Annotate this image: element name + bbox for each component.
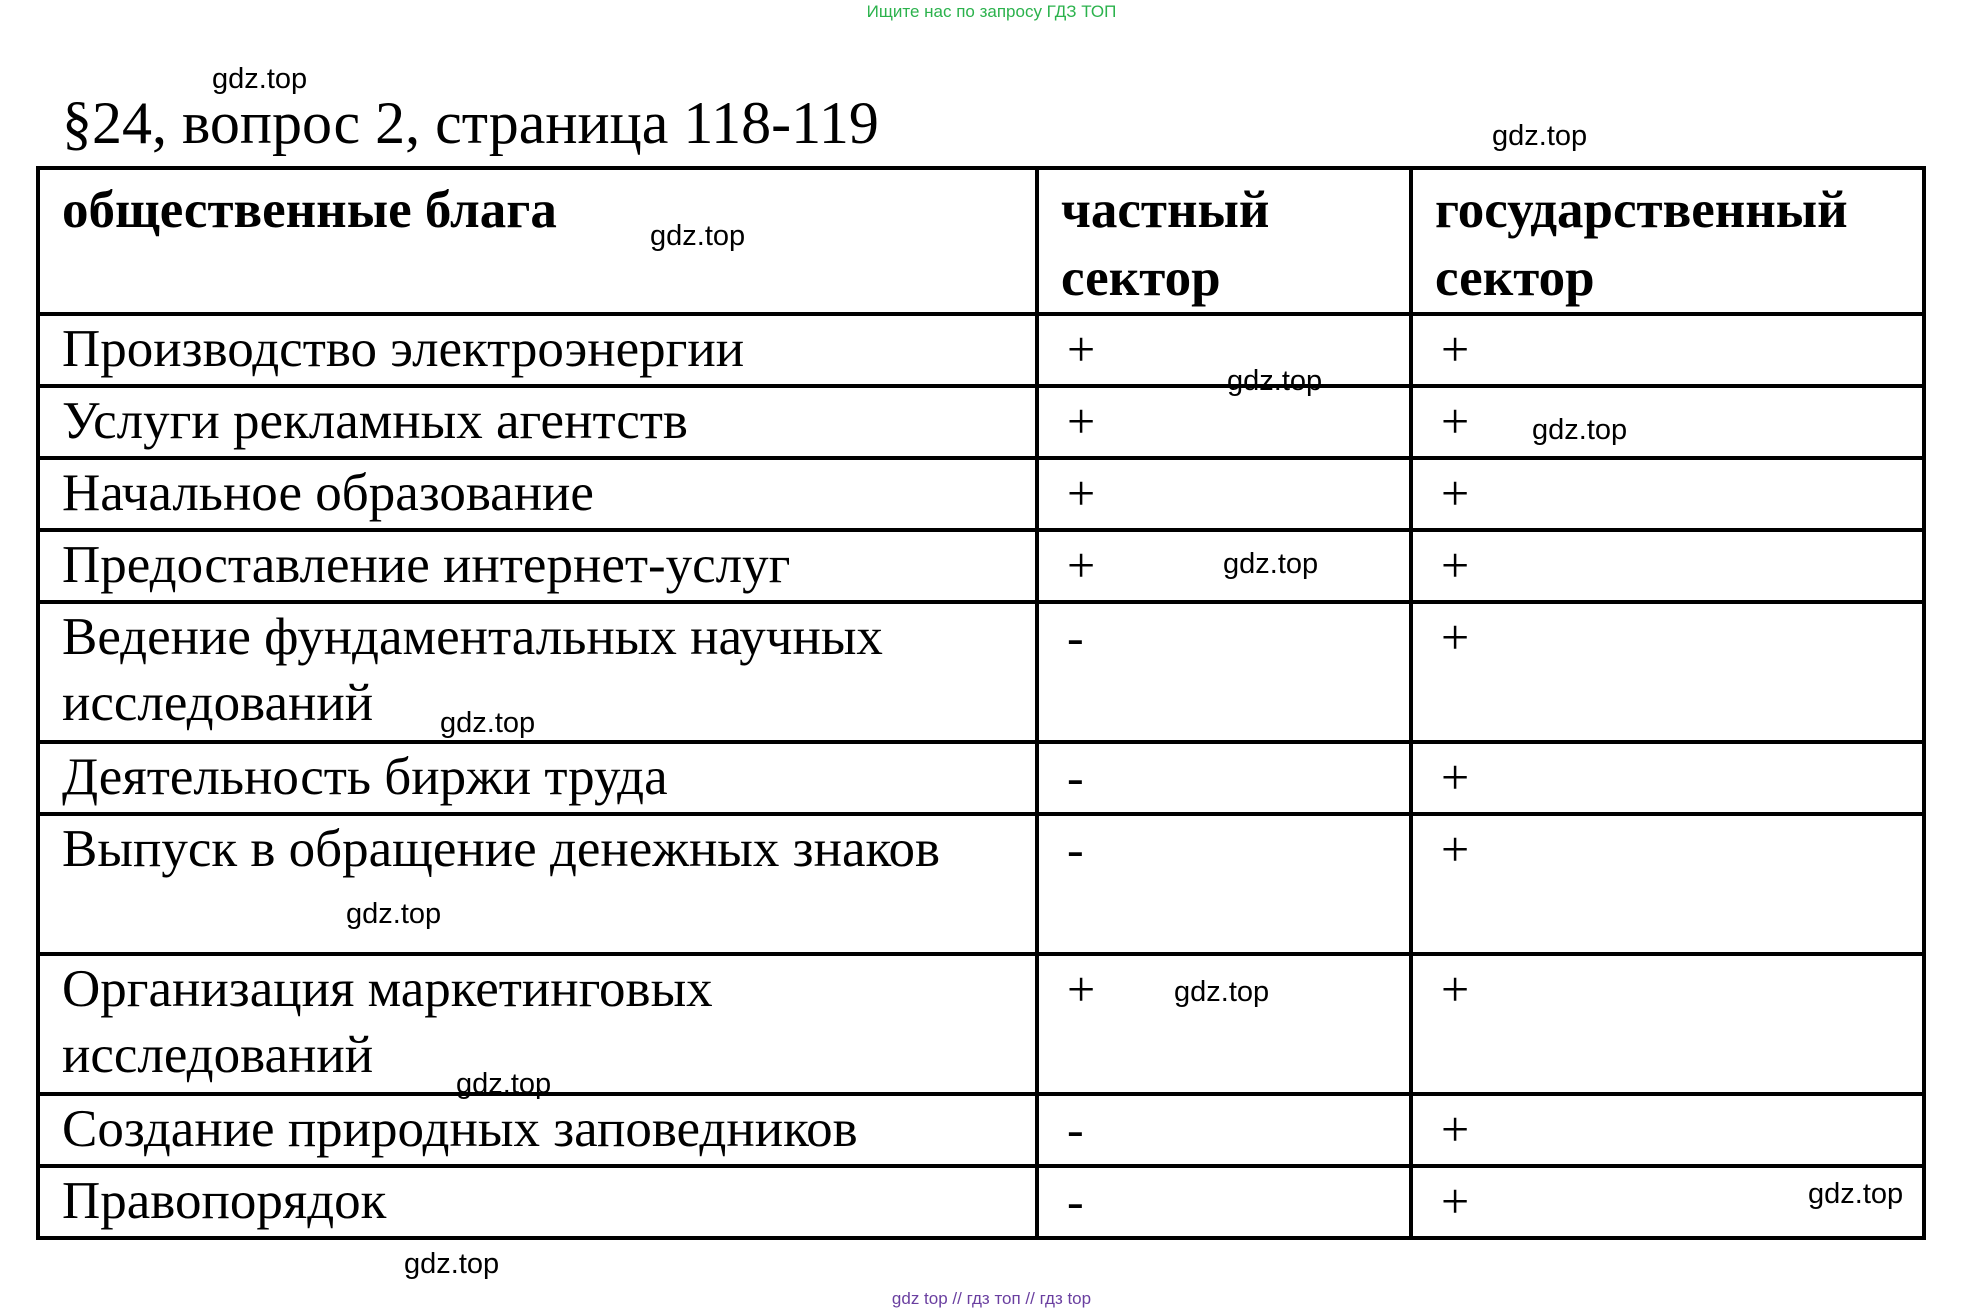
table-row [38, 1166, 1924, 1238]
state-mark: + [1411, 742, 1924, 814]
page-title: §24, вопрос 2, страница 118-119 [62, 90, 879, 156]
private-mark: - [1037, 602, 1411, 742]
top-banner: Ищите нас по запросу ГДЗ ТОП [866, 2, 1117, 21]
private-mark: + [1037, 954, 1411, 1094]
header-public-goods: общественные блага [38, 168, 1037, 314]
watermark: gdz.top [650, 220, 746, 252]
watermark: gdz.top [456, 1068, 552, 1100]
state-mark: + [1411, 314, 1924, 386]
watermark: gdz.top [1174, 976, 1270, 1008]
header-state-sector: государственный сектор [1411, 168, 1924, 314]
watermark: gdz.top [440, 707, 536, 739]
row-item: Правопорядок [38, 1166, 1037, 1238]
private-mark: + [1037, 530, 1411, 602]
row-item: Организация маркетинговых исследований [38, 954, 1037, 1094]
footer-links: gdz top // гдз топ // гдз top [891, 1289, 1092, 1308]
state-mark: + [1411, 954, 1924, 1094]
table-row [38, 1094, 1924, 1166]
table-row [38, 742, 1924, 814]
row-item: Деятельность биржи труда [38, 742, 1037, 814]
table-row [38, 602, 1924, 742]
row-item: Начальное образование [38, 458, 1037, 530]
private-mark: + [1037, 314, 1411, 386]
table-row [38, 954, 1924, 1094]
private-mark: + [1037, 458, 1411, 530]
row-item: Услуги рекламных агентств [38, 386, 1037, 458]
row-item: Производство электроэнергии [38, 314, 1037, 386]
row-item: Выпуск в обращение денежных знаков [38, 814, 1037, 954]
table-row [38, 458, 1924, 530]
row-item: Предоставление интернет-услуг [38, 530, 1037, 602]
watermark: gdz.top [1227, 365, 1323, 397]
private-mark: - [1037, 742, 1411, 814]
state-mark: + [1411, 1166, 1924, 1238]
private-mark: - [1037, 1094, 1411, 1166]
watermark: gdz.top [212, 63, 308, 95]
private-mark: - [1037, 1166, 1411, 1238]
state-mark: + [1411, 458, 1924, 530]
state-mark: + [1411, 602, 1924, 742]
header-row [38, 168, 1924, 314]
table-row [38, 386, 1924, 458]
header-private-sector: частный сектор [1037, 168, 1411, 314]
state-mark: + [1411, 386, 1924, 458]
state-mark: + [1411, 1094, 1924, 1166]
watermark: gdz.top [1492, 120, 1588, 152]
watermark: gdz.top [1223, 548, 1319, 580]
answer-table [36, 166, 1926, 1240]
watermark: gdz.top [1532, 414, 1628, 446]
table-row [38, 314, 1924, 386]
table-row [38, 530, 1924, 602]
watermark: gdz.top [404, 1248, 500, 1280]
private-mark: - [1037, 814, 1411, 954]
row-item: Создание природных заповедников [38, 1094, 1037, 1166]
state-mark: + [1411, 814, 1924, 954]
watermark: gdz.top [346, 898, 442, 930]
row-item: Ведение фундаментальных научных исследований [38, 602, 1037, 742]
state-mark: + [1411, 530, 1924, 602]
private-mark: + [1037, 386, 1411, 458]
watermark: gdz.top [1808, 1178, 1904, 1210]
table-row [38, 814, 1924, 954]
